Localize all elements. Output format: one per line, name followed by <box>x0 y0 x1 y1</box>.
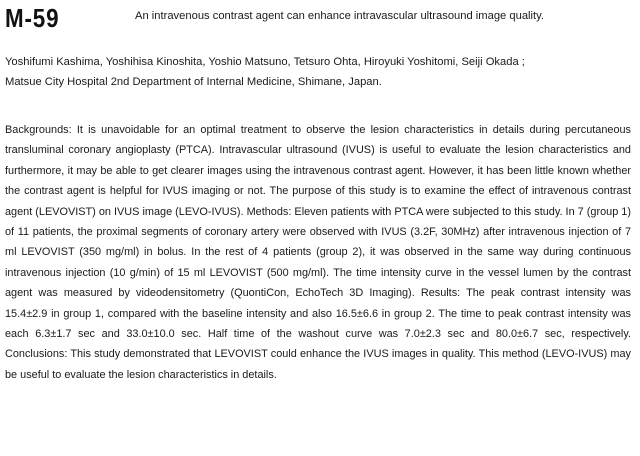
affiliation: Matsue City Hospital 2nd Department of Internal Medicine, Shimane, Japan. <box>5 76 382 88</box>
abstract-header <box>5 2 635 36</box>
author-block <box>5 52 635 92</box>
abstract-title: An intravenous contrast agent can enhance intravascular ultrasound image quality. <box>135 10 545 22</box>
abstract-number: M-59 <box>5 3 60 33</box>
abstract-body: Backgrounds: It is unavoidable for an optimal treatment to observe the lesion characteristics in details during percutaneous transluminal coronary angioplasty (PTCA). Intravascular ultrasound (IVUS) is useful to evaluate the lesion characteristics and furthermore, it may be able to get clearer images using the intravenous contrast agent. However, it has been little known whether the contrast agent is helpful for IVUS imaging or not. The purpose of this study is to examine the effect of intravenous contrast agent (LEVOVIST) on IVUS image (LEVO-IVUS). Methods: Eleven patients with PTCA were subjected to this study. In 7 (group 1) of 11 patients, the proximal segments of coronary artery were observed with IVUS (3.2F, 30MHz) after intravenous injection of 7 ml LEVOVIST (350 mg/ml) in bolus. In the rest of 4 patients (group 2), it was observed in the same way during continuous intravenous injection (10 g/min) of 15 ml LEVOVIST (500 mg/ml). The time intensity curve in the vessel lumen by the contrast agent was measured by videodensitometry (QuontiCon, EchoTech 3D Imaging). Results: The peak contrast intensity was 15.4±2.9 in group 1, compared with the baseline intensity and also 16.5±6.6 in group 2. The time to peak contrast intensity was each 6.3±1.7 sec and 33.0±10.0 sec. Half time of the washout curve was 7.0±2.3 sec and 80.0±6.7 sec, respectively. Conclusions: This study demonstrated that LEVOVIST could enhance the IVUS images in quality. This method (LEVO-IVUS) may be useful to evaluate the lesion characteristics in details. <box>5 124 631 381</box>
author-list: Yoshifumi Kashima, Yoshihisa Kinoshita, Yoshio Matsuno, Tetsuro Ohta, Hiroyuki Yoshitomi, Seiji Okada ; <box>5 56 525 68</box>
